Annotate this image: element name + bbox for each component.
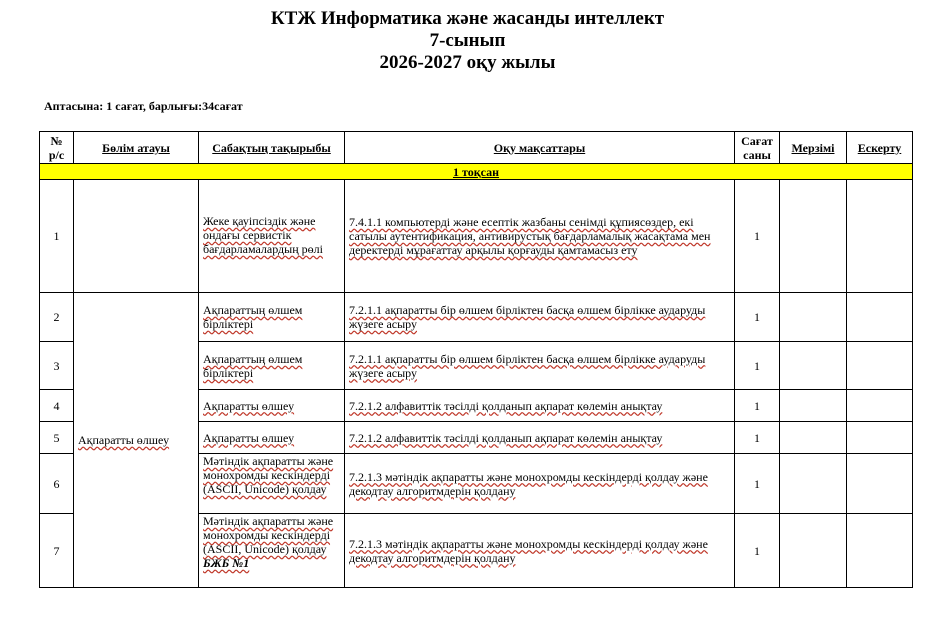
document-title [0, 8, 935, 74]
section-cell-empty [74, 180, 199, 293]
topic-cell: Ақпаратты өлшеу [199, 422, 345, 454]
note-cell [847, 454, 913, 514]
header-note: Ескерту [847, 132, 913, 164]
curriculum-table [39, 131, 913, 588]
date-cell [780, 390, 847, 422]
objective-cell: 7.2.1.2 алфавиттік тәсілді қолданып ақпарат көлемін анықтау [345, 390, 735, 422]
date-cell [780, 293, 847, 342]
hours-cell: 1 [735, 180, 780, 293]
hours-note: Аптасына: 1 сағат, барлығы:34сағат [44, 99, 243, 113]
row-number: 1 [40, 180, 74, 293]
section-name-cell: Ақпаратты өлшеу [74, 293, 199, 588]
header-objectives: Оқу мақсаттары [345, 132, 735, 164]
quarter-label: 1 тоқсан [40, 164, 913, 180]
header-date: Мерзімі [780, 132, 847, 164]
header-hours: Сағат саны [735, 132, 780, 164]
row-number: 4 [40, 390, 74, 422]
date-cell [780, 454, 847, 514]
summative-assessment-label: БЖБ №1 [203, 556, 250, 570]
row-number: 5 [40, 422, 74, 454]
note-cell [847, 342, 913, 390]
objective-cell: 7.2.1.2 алфавиттік тәсілді қолданып ақпарат көлемін анықтау [345, 422, 735, 454]
note-cell [847, 514, 913, 588]
row-number: 7 [40, 514, 74, 588]
hours-cell: 1 [735, 514, 780, 588]
row-number: 2 [40, 293, 74, 342]
objective-cell: 7.2.1.1 ақпаратты бір өлшем бірліктен басқа өлшем бірлікке аударуды жүзеге асыру [345, 342, 735, 390]
table-row [40, 293, 913, 342]
row-number: 6 [40, 454, 74, 514]
date-cell [780, 180, 847, 293]
topic-cell: Ақпараттың өлшем бірліктері [199, 342, 345, 390]
date-cell [780, 422, 847, 454]
note-cell [847, 390, 913, 422]
objective-cell: 7.2.1.3 мәтіндік ақпаратты және монохромды кескіндерді қолдау және декодтау алгоритмдерін қолдану [345, 454, 735, 514]
hours-cell: 1 [735, 422, 780, 454]
header-row [40, 132, 913, 164]
note-cell [847, 422, 913, 454]
objective-cell: 7.2.1.1 ақпаратты бір өлшем бірліктен басқа өлшем бірлікке аударуды жүзеге асыру [345, 293, 735, 342]
note-cell [847, 293, 913, 342]
topic-cell: Ақпаратты өлшеу [199, 390, 345, 422]
objective-cell: 7.4.1.1 компьютерді және есептік жазбаны сенімді құпиясөздер, екі сатылы аутентификация, антивирустық бағдарламалық жасақтама мен деректерді мұрағаттау арқылы қорғауды қамтамасыз ету [345, 180, 735, 293]
hours-cell: 1 [735, 390, 780, 422]
hours-cell: 1 [735, 342, 780, 390]
hours-cell: 1 [735, 454, 780, 514]
header-topic: Сабақтың тақырыбы [199, 132, 345, 164]
topic-cell: Жеке қауіпсіздік және ондағы сервистік бағдарламалардың рөлі [199, 180, 345, 293]
topic-cell: Мәтіндік ақпаратты және монохромды кескіндерді (ASCII, Unicode) қолдау [199, 454, 345, 514]
topic-cell: Ақпараттың өлшем бірліктері [199, 293, 345, 342]
hours-cell: 1 [735, 293, 780, 342]
title-year: 2026-2027 оқу жылы [379, 52, 556, 73]
quarter-row [40, 164, 913, 180]
header-num: № р/с [40, 132, 74, 164]
date-cell [780, 514, 847, 588]
table-row [40, 180, 913, 293]
note-cell [847, 180, 913, 293]
date-cell [780, 342, 847, 390]
title-subject: КТЖ Информатика және жасанды интеллект [270, 8, 665, 29]
objective-cell: 7.2.1.3 мәтіндік ақпаратты және монохромды кескіндерді қолдау және декодтау алгоритмдерін қолдану [345, 514, 735, 588]
row-number: 3 [40, 342, 74, 390]
topic-cell: Мәтіндік ақпаратты және монохромды кескіндерді (ASCII, Unicode) қолдау БЖБ №1 [199, 514, 345, 588]
title-grade: 7-сынып [429, 30, 506, 51]
header-section: Бөлім атауы [74, 132, 199, 164]
